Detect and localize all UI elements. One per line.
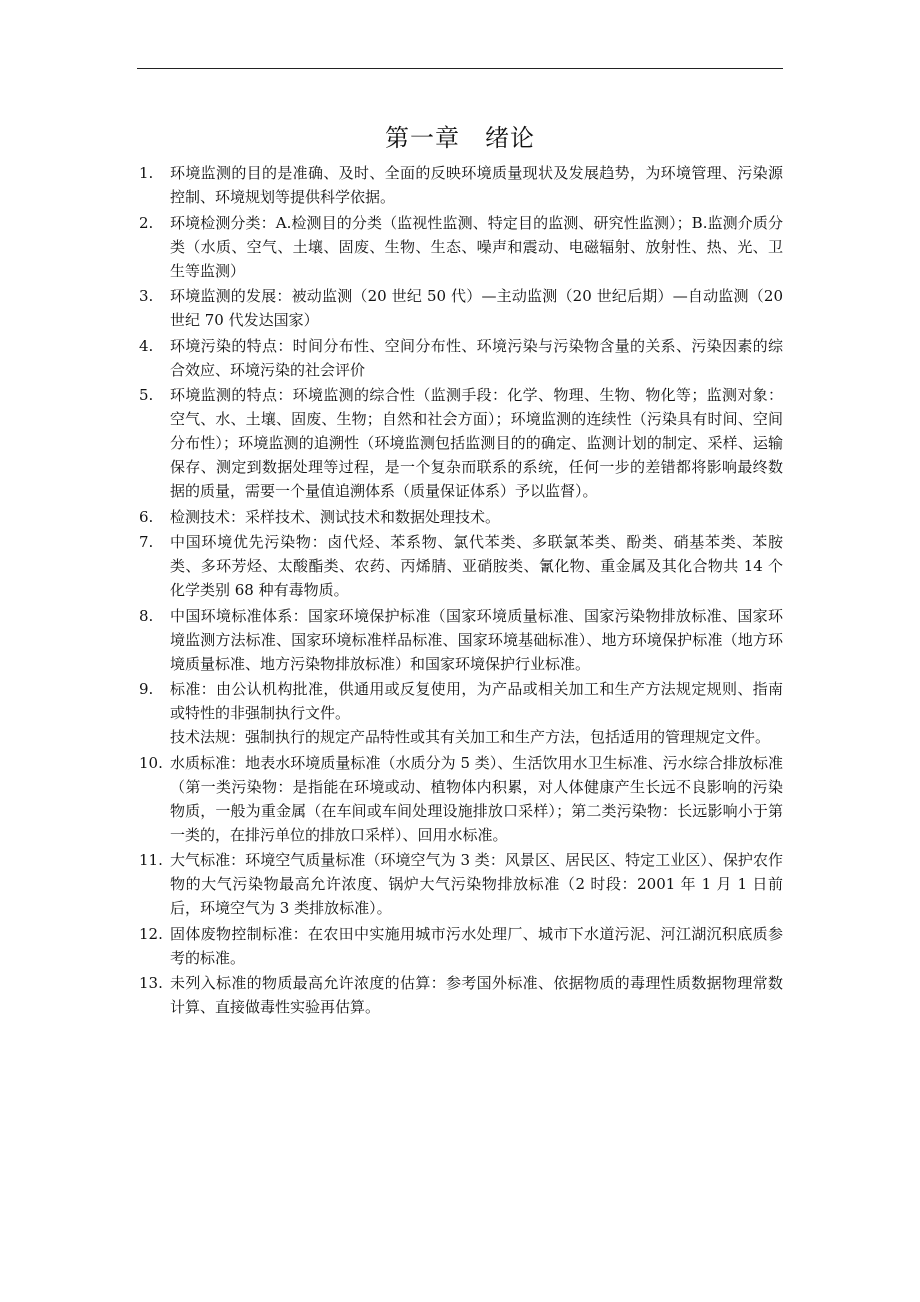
list-item — [137, 211, 783, 283]
item-text: 环境监测的发展：被动监测（20 世纪 50 代）—主动监测（20 世纪后期）—自动监测（20 世纪 70 代发达国家） — [170, 287, 783, 329]
item-number: 13. — [139, 974, 163, 992]
item-text: 环境检测分类：A.检测目的分类（监视性监测、特定目的监测、研究性监测）；B.监测介质分类（水质、空气、土壤、固废、生物、生态、噪声和震动、电磁辐射、放射性、热、光、卫生等监测） — [170, 213, 783, 280]
item-number: 1. — [139, 164, 154, 182]
item-text: 固体废物控制标准：在农田中实施用城市污水处理厂、城市下水道污泥、河江湖沉积底质参考的标准。 — [170, 924, 783, 967]
item-text: 环境监测的特点：环境监测的综合性（监测手段：化学、物理、生物、物化等；监测对象：空气、水、土壤、固废、生物；自然和社会方面）；环境监测的连续性（污染具有时间、空间分布性）；环境监测的追溯性（环境监测包括监测目的的确定、监测计划的制定、采样、运输保存、测定到数据处理等过程，是一个复杂而联系的系统，任何一步的差错都将影响最终数据的质量，需要一个量值追溯体系（质量保证体系）予以监督）。 — [170, 386, 783, 500]
item-text: 大气标准：环境空气质量标准（环境空气为 3 类：风景区、居民区、特定工业区）、保护农作物的大气污染物最高允许浓度、锅炉大气污染物排放标准（2 时段：2001 年 1 月 1 日前后，环境空气为 3 类排放标准）。 — [170, 851, 783, 917]
item-number: 5. — [139, 386, 154, 404]
notes-list — [137, 161, 783, 1021]
item-number: 3. — [139, 287, 154, 305]
list-item — [137, 530, 783, 602]
item-text: 环境污染的特点：时间分布性、空间分布性、环境污染与污染物含量的关系、污染因素的综合效应、环境污染的社会评价 — [170, 336, 783, 379]
list-item — [137, 751, 783, 847]
list-item — [137, 334, 783, 382]
chapter-title: 第一章 绪论 — [385, 124, 535, 152]
item-text: 未列入标准的物质最高允许浓度的估算：参考国外标准、依据物质的毒理性质数据物理常数计算、直接做毒性实验再估算。 — [170, 974, 783, 1016]
item-number: 6. — [139, 507, 154, 526]
list-item — [137, 677, 783, 749]
header-rule — [137, 68, 783, 69]
item-number: 4. — [139, 336, 154, 355]
list-item — [137, 848, 783, 920]
item-number: 7. — [139, 533, 154, 551]
item-number: 9. — [139, 680, 154, 698]
item-text: 标准：由公认机构批准，供通用或反复使用，为产品或相关加工和生产方法规定规则、指南或特性的非强制执行文件。 — [170, 680, 783, 722]
list-item — [137, 284, 783, 332]
item-text: 检测技术：采样技术、测试技术和数据处理技术。 — [170, 507, 501, 526]
item-subtext: 技术法规：强制执行的规定产品特性或其有关加工和生产方法，包括适用的管理规定文件。 — [170, 728, 771, 746]
list-item — [137, 922, 783, 970]
item-text: 环境监测的目的是准确、及时、全面的反映环境质量现状及发展趋势，为环境管理、污染源控制、环境规划等提供科学依据。 — [170, 164, 783, 206]
item-text: 中国环境标准体系：国家环境保护标准（国家环境质量标准、国家污染物排放标准、国家环境监测方法标准、国家环境标准样品标准、国家环境基础标准）、地方环境保护标准（地方环境质量标准、地方污染物排放标准）和国家环境保护行业标准。 — [170, 606, 783, 673]
item-number: 11. — [139, 851, 163, 869]
list-item — [137, 604, 783, 676]
item-number: 8. — [139, 606, 154, 625]
list-item — [137, 971, 783, 1019]
item-number: 2. — [139, 213, 154, 232]
item-number: 10. — [139, 753, 163, 772]
list-item — [137, 161, 783, 209]
item-text: 水质标准：地表水环境质量标准（水质分为 5 类）、生活饮用水卫生标准、污水综合排放标准（第一类污染物：是指能在环境或动、植物体内积累，对人体健康产生长远不良影响的污染物质，一般为重金属（在车间或车间处理设施排放口采样）；第二类污染物：长远影响小于第一类的，在排污单位的排放口采样）、回用水标准。 — [170, 753, 783, 844]
list-item — [137, 505, 783, 529]
list-item — [137, 383, 783, 503]
item-text: 中国环境优先污染物：卤代烃、苯系物、氯代苯类、多联氯苯类、酚类、硝基苯类、苯胺类、多环芳烃、太酸酯类、农药、丙烯腈、亚硝胺类、氰化物、重金属及其化合物共 14 个化学类别 68 种有毒物质。 — [170, 533, 783, 599]
item-number: 12. — [139, 924, 163, 943]
